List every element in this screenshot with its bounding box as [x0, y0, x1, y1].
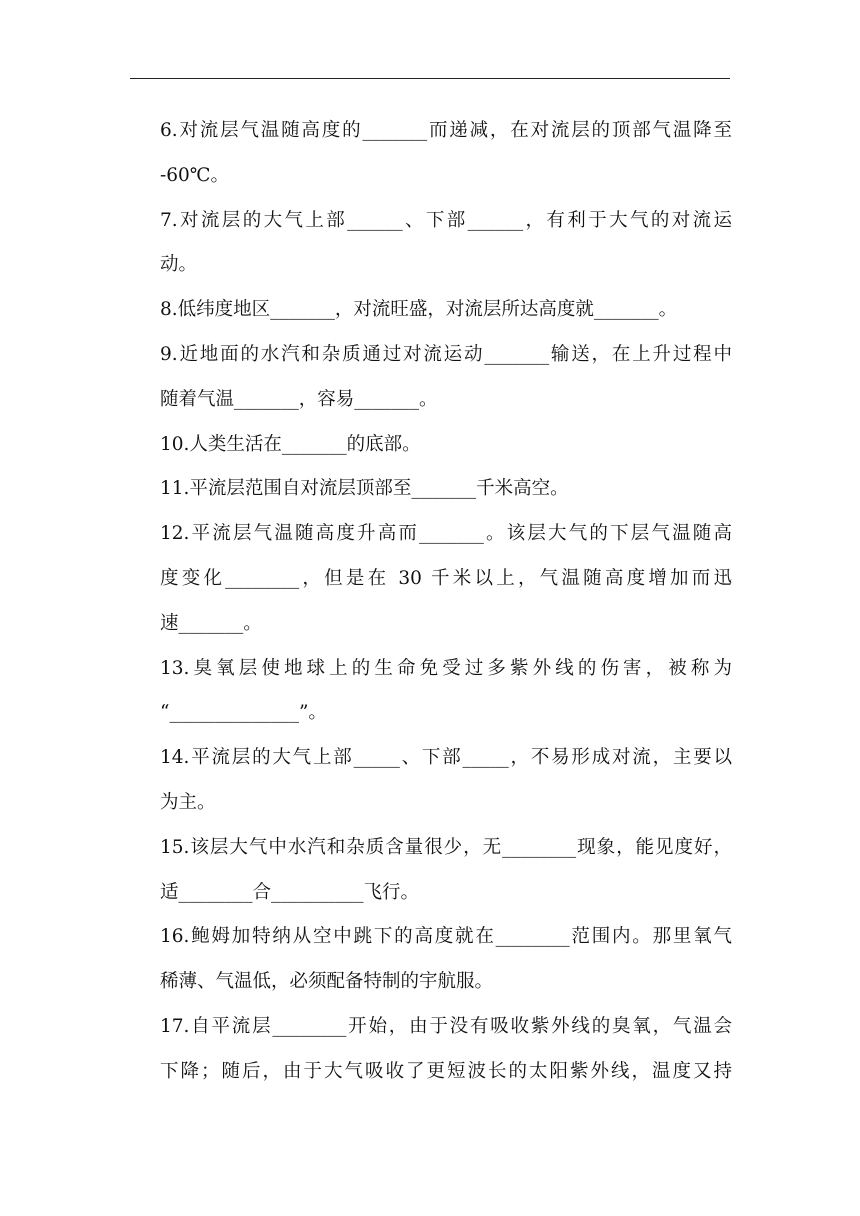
text-line: 17.自平流层________开始，由于没有吸收紫外线的臭氧，气温会: [160, 1015, 732, 1037]
text-line: 稀薄、气温低，必须配备特制的宇航服。: [160, 971, 494, 993]
text-line: 11.平流层范围自对流层顶部至_______千米高空。: [160, 478, 569, 500]
text-line: 6.对流层气温随高度的_______而递减，在对流层的顶部气温降至: [160, 120, 732, 141]
text-line: 8.低纬度地区_______，对流旺盛，对流层所达高度就_______。: [160, 299, 678, 321]
text-line: 随着气温_______，容易_______。: [160, 388, 438, 410]
question-text-block: [160, 109, 732, 1095]
text-line: 下降；随后，由于大气吸收了更短波长的太阳紫外线，温度又持: [160, 1060, 732, 1082]
text-line: 7.对流层的大气上部______、下部______，有利于大气的对流运: [160, 209, 732, 231]
text-line: 适________合__________飞行。: [160, 881, 420, 903]
header-rule: [130, 78, 730, 79]
text-line: “______________”。: [160, 702, 327, 724]
text-line: 动。: [160, 254, 198, 276]
text-line: 12.平流层气温随高度升高而_______。该层大气的下层气温随高: [160, 523, 732, 545]
text-line: 10.人类生活在_______的底部。: [160, 433, 421, 455]
text-line: 速_______。: [160, 612, 262, 634]
text-line: 15.该层大气中水汽和杂质含量很少，无________现象，能见度好，: [160, 836, 732, 858]
text-line: 9.近地面的水汽和杂质通过对流运动_______输送，在上升过程中: [160, 343, 732, 365]
text-line: 度变化________，但是在 30 千米以上，气温随高度增加而迅: [160, 567, 732, 589]
text-line: 13.臭氧层使地球上的生命免受过多紫外线的伤害，被称为: [160, 657, 732, 679]
text-line: 14.平流层的大气上部_____、下部_____，不易形成对流，主要以: [160, 747, 732, 769]
text-line: 16.鲍姆加特纳从空中跳下的高度就在________范围内。那里氧气: [160, 926, 732, 948]
text-line: -60℃。: [160, 164, 229, 186]
text-line: 为主。: [160, 791, 216, 813]
